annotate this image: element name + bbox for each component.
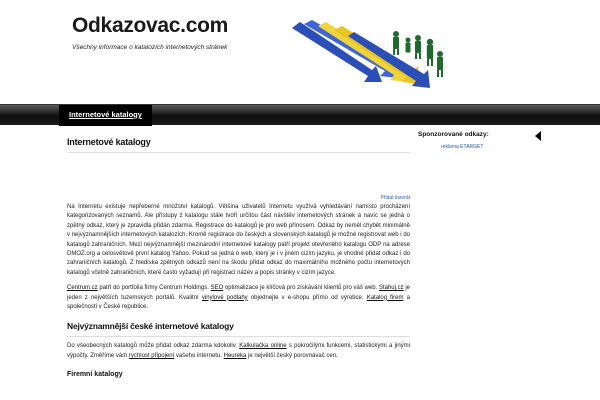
- arrows-and-people-banner: [290, 20, 470, 100]
- triangle-left-icon[interactable]: [535, 131, 541, 141]
- sponsored-links-title: Sponzorované odkazy:: [418, 131, 489, 138]
- link-calculator[interactable]: Kalkulačka online: [239, 343, 287, 350]
- site-header: [0, 0, 600, 104]
- section-heading-czech-catalogs: Nejvýznamnější české internetové katalogy: [67, 321, 410, 337]
- link-vinyl-floors[interactable]: vinylové podlahy: [201, 294, 248, 301]
- czech-catalogs-paragraph: Do všeobecných katalogů může přidat odkaz zdarma kdokoliv. Kalkulačka online s pokročilými funkcemi, statistickými a jinými výpočty. Změříme vám rychlost připojení vašeho internetu. Heureka je největší český porovnávač cen.: [67, 343, 410, 359]
- link-company-catalog[interactable]: Katalog firem: [366, 294, 404, 301]
- site-title[interactable]: Odkazovac.com: [72, 14, 228, 37]
- link-seo[interactable]: SEO: [210, 285, 224, 292]
- sponsored-link-etarget[interactable]: reklama ETARGET: [441, 144, 484, 150]
- link-speed-test[interactable]: rychlost připojení: [128, 352, 175, 359]
- ad-area: [67, 153, 410, 193]
- site-tagline: Všechny informace o katalozích internetových stránek: [72, 44, 228, 51]
- add-listing-link[interactable]: Přidat inzerát: [380, 195, 410, 201]
- link-heureka[interactable]: Heureka: [223, 352, 247, 359]
- intro-paragraph: Na Internetu existuje nepřeberné množství katalogů. Většina uživatelů Internetu využívá vyhledávání namísto procházení kategorizovaných seznamů. Ale přístupy z katalogu stále tvoří určitou část návštěv internetových stránek a navíc se jedná o zpětný odkaz, který je zpravidla přidán zdarma. Registrace do katalogů je pro web přínosem. Odkaz by neměl chybět minimálně v nejvýznamnějších internetových katalozích. Kromě registrace do českých a slovenských katalogů je možné registrovat web i do katalogů zahraničních. Mezi nejvýznamnější mezinárodní internetové katalogy patří projekt otevřeného katalogu ODP na adrese DMOZ.org a celosvětově první katalog Yahoo. Pokud se jedná o web, který je i v jiném cizím jazyku, je vhodné přidat odkaz i do zahraničních katalogů. Z hlediska zpětných odkazů není na škodu přidat odkaz do maximálního možného počtu internetových katalogů včetně zahraničních, které často vyžadují při registraci název a popis stránky v cizím jazyce.: [67, 204, 410, 276]
- main-content: [67, 125, 410, 378]
- link-stahuj[interactable]: Stahuj.cz: [378, 285, 404, 292]
- links-paragraph: Centrum.cz patří do portfolia firmy Centrum Holdings. SEO optimalizace je klíčová pro získávání klientů pro váš web. Stahuj.cz je jeden z největších tuzemských portálů. Kvalitní vinylové podlahy objednejte v e-shopu přímo od výrobce. Katalog firem a společnosti v České republice.: [67, 285, 411, 311]
- main-navbar: [0, 104, 600, 125]
- nav-tab-internet-catalogs[interactable]: Internetové katalogy: [59, 105, 152, 126]
- sidebar: [418, 125, 542, 150]
- section-heading-company-catalogs: Firemní katalogy: [67, 371, 123, 379]
- link-centrum[interactable]: Centrum.cz: [67, 285, 98, 292]
- page-title: Internetové katalogy: [67, 137, 410, 153]
